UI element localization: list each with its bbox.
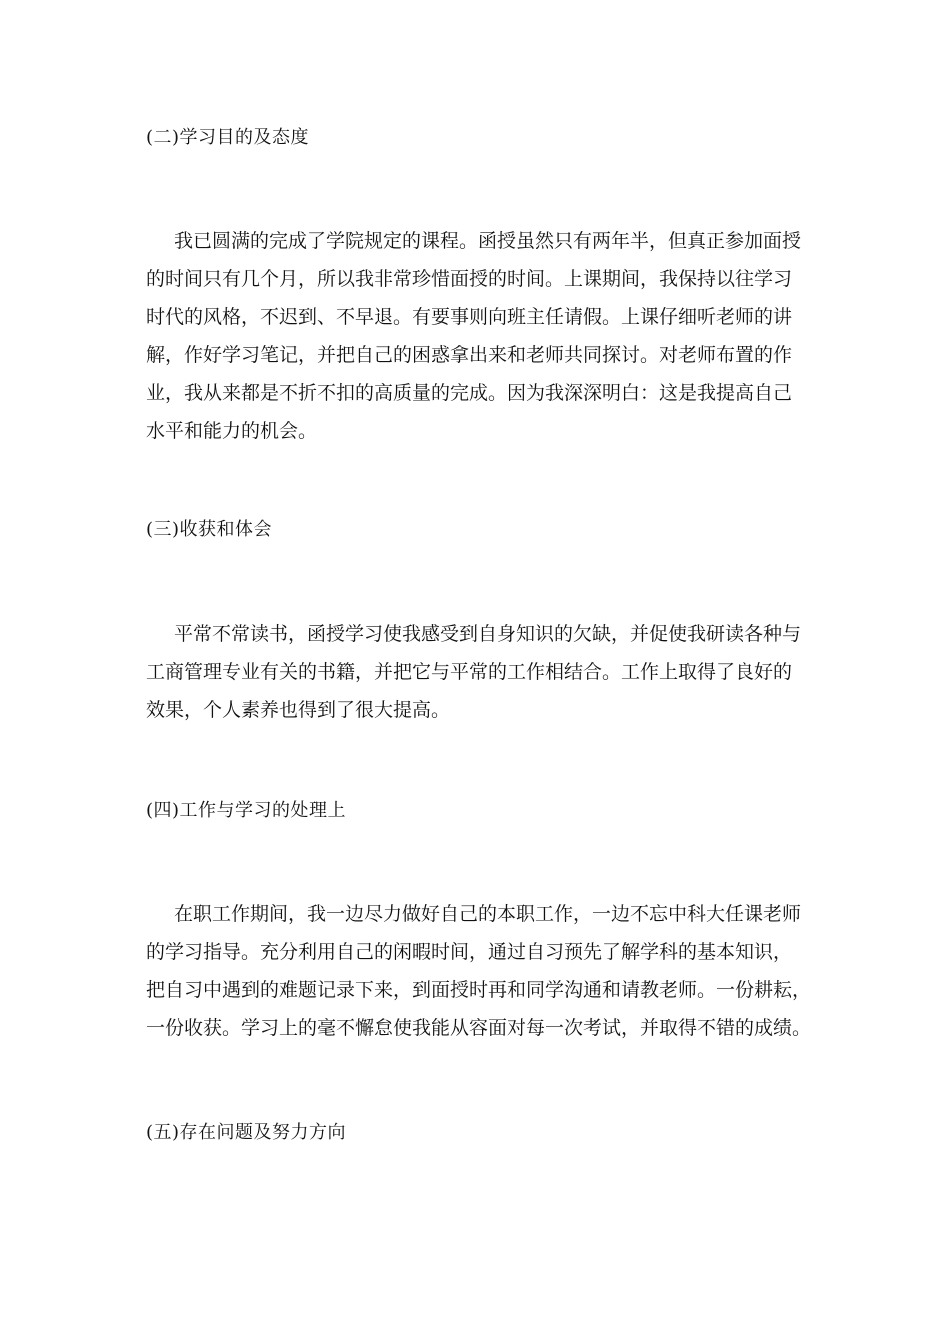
paragraph-line: 效果，个人素养也得到了很大提高。 xyxy=(146,699,451,721)
paragraph-line: 一份收获。学习上的毫不懈怠使我能从容面对每一次考试，并取得不错的成绩。 xyxy=(146,1017,812,1039)
paragraph-line: 时代的风格，不迟到、不早退。有要事则向班主任请假。上课仔细听老师的讲 xyxy=(146,306,793,328)
paragraph-line: 解，作好学习笔记，并把自己的困惑拿出来和老师共同探讨。对老师布置的作 xyxy=(146,344,793,366)
section-heading-3: (三)收获和体会 xyxy=(146,519,273,540)
paragraph-line: 的学习指导。充分利用自己的闲暇时间，通过自习预先了解学科的基本知识， xyxy=(146,941,793,963)
paragraph-line: 业，我从来都是不折不扣的高质量的完成。因为我深深明白：这是我提高自己 xyxy=(146,382,793,404)
paragraph-line: 平常不常读书，函授学习使我感受到自身知识的欠缺，并促使我研读各种与 xyxy=(174,623,802,645)
paragraph-line: 工商管理专业有关的书籍，并把它与平常的工作相结合。工作上取得了良好的 xyxy=(146,661,793,683)
section-heading-2: (二)学习目的及态度 xyxy=(146,127,310,148)
section-paragraph-2 xyxy=(146,222,806,450)
section-paragraph-3 xyxy=(146,615,806,729)
section-heading-5: (五)存在问题及努力方向 xyxy=(146,1122,347,1143)
paragraph-line: 的时间只有几个月，所以我非常珍惜面授的时间。上课期间，我保持以往学习 xyxy=(146,268,793,290)
paragraph-line: 水平和能力的机会。 xyxy=(146,420,318,442)
paragraph-line: 在职工作期间，我一边尽力做好自己的本职工作，一边不忘中科大任课老师 xyxy=(174,903,802,925)
section-heading-4: (四)工作与学习的处理上 xyxy=(146,800,347,821)
paragraph-line: 把自习中遇到的难题记录下来，到面授时再和同学沟通和请教老师。一份耕耘， xyxy=(146,979,812,1001)
section-paragraph-4 xyxy=(146,895,812,1047)
paragraph-line: 我已圆满的完成了学院规定的课程。函授虽然只有两年半，但真正参加面授 xyxy=(174,230,802,252)
